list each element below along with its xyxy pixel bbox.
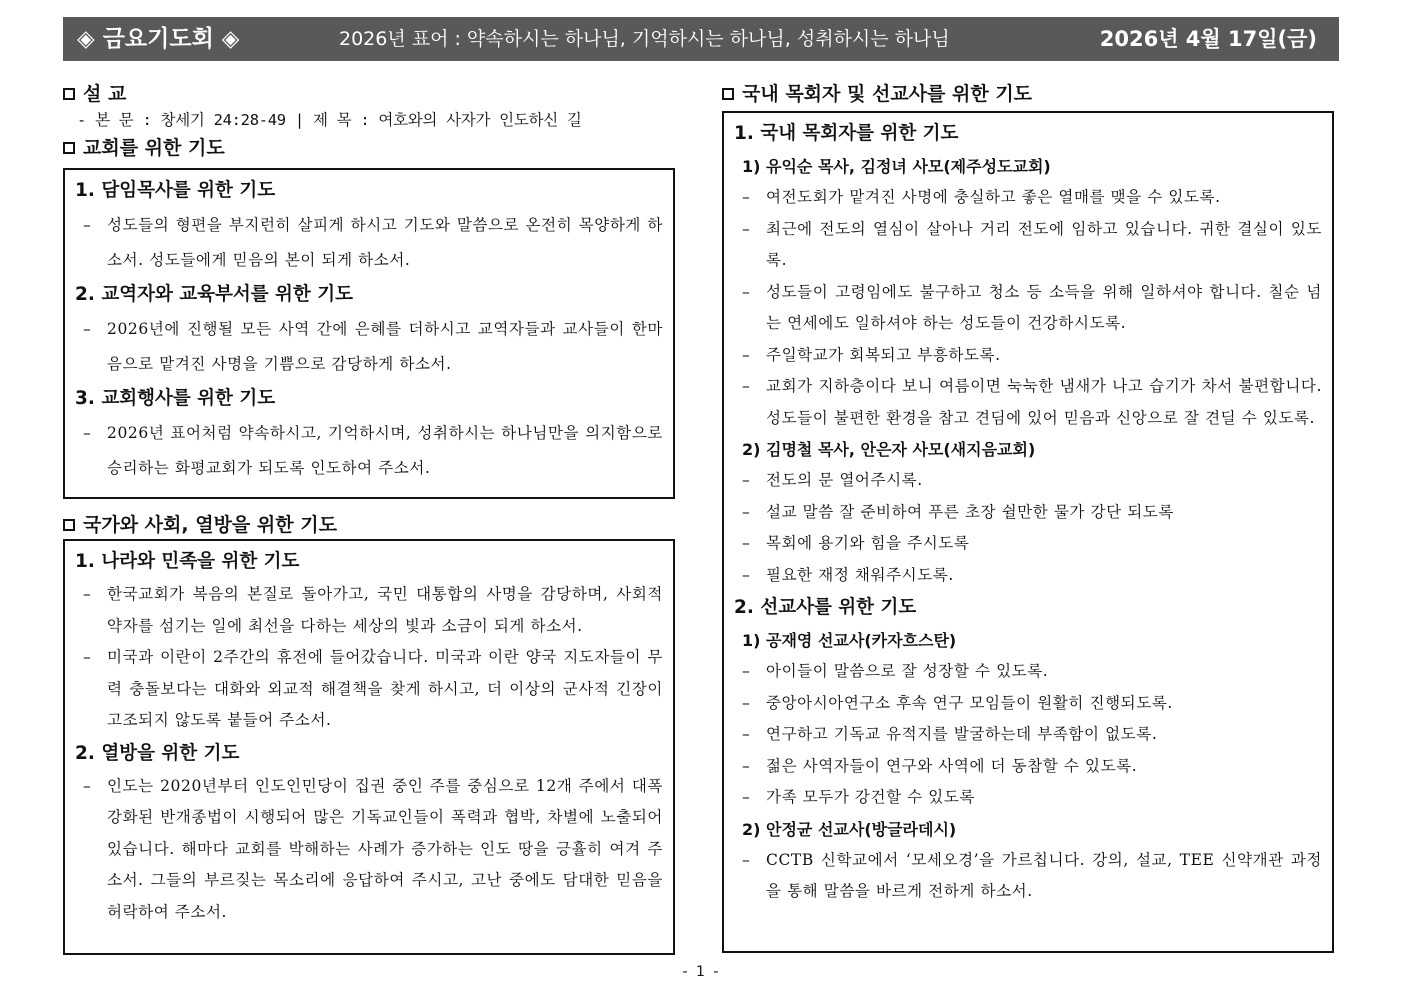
prayer-bullet-text: 가족 모두가 강건할 수 있도록 (766, 788, 975, 806)
missions-heading-label: 국내 목회자 및 선교사를 위한 기도 (742, 83, 1033, 105)
prayer-bullet-text: 젊은 사역자들이 연구와 사역에 더 동참할 수 있도록. (766, 756, 1138, 775)
prayer-bullet: – 인도는 2020년부터 인도인민당이 집권 중인 주를 중심으로 12개 주에서 대폭 강화된 반개종법이 시행되어 많은 기독교인들이 폭력과 협박, 차별에 노출되어 있습니다. 해마다 교회를 박해하는 사례가 증가하는 인도 땅을 긍휼히 여겨 주소서. 그들의 부르짖는 목소리에 응답하여 주시고, 고난 중에도 담대한 믿음을 허락하여 주소서. (83, 776, 663, 921)
prayer-bullet-text: 교회가 지하층이다 보니 여름이면 눅눅한 냄새가 나고 습기가 차서 불편합니다. 성도들이 불편한 환경을 참고 견딤에 있어 믿음과 신앙으로 잘 견딜 수 있도록. (766, 377, 1322, 427)
nation-heading (63, 511, 675, 539)
prayer-bullet-text: 필요한 재정 채워주시도록. (766, 565, 954, 584)
prayer-bullet: – 2026년에 진행될 모든 사역 간에 은혜를 더하시고 교역자들과 교사들이 한마음으로 맡겨진 사명을 기쁨으로 감당하게 하소서. (83, 320, 663, 373)
missionary-name: 1) 공재영 선교사(카자흐스탄) (742, 631, 957, 650)
square-bullet-icon (63, 519, 75, 531)
prayer-bullet: – 연구하고 기독교 유적지를 발굴하는데 부족함이 없도록. (742, 725, 1158, 743)
left-column (63, 80, 675, 955)
square-bullet-icon (63, 88, 75, 100)
prayer-bullet: – 주일학교가 회복되고 부흥하도록. (742, 345, 1001, 364)
pastor-name: 2) 김명철 목사, 안은자 사모(새지음교회) (742, 440, 1036, 459)
nation-prayer-box (63, 539, 675, 955)
missions-heading (722, 80, 1334, 108)
prayer-bullet: – 중앙아시아연구소 후속 연구 모임들이 원활히 진행되도록. (742, 693, 1173, 712)
prayer-bullet-text: 주일학교가 회복되고 부흥하도록. (766, 345, 1001, 364)
prayer-bullet-text: 성도들이 고령임에도 불구하고 청소 등 소득을 위해 일하셔야 합니다. 칠순 넘는 연세에도 일하셔야 하는 성도들이 건강하시도록. (766, 282, 1322, 332)
prayer-bullet-text: 전도의 문 열어주시록. (766, 471, 923, 489)
prayer-item-title: 1. 담임목사를 위한 기도 (75, 180, 276, 201)
prayer-item-title: 2. 교역자와 교육부서를 위한 기도 (75, 284, 353, 305)
prayer-bullet: – 가족 모두가 강건할 수 있도록 (742, 788, 975, 806)
year-motto: 2026년 표어 : 약속하시는 하나님, 기억하시는 하나님, 성취하시는 하나님 (339, 28, 950, 50)
prayer-group-title: 1. 국내 목회자를 위한 기도 (734, 123, 959, 144)
pastor-name: 1) 유익순 목사, 김정녀 사모(제주성도교회) (742, 157, 1051, 176)
right-column (722, 80, 1334, 953)
prayer-bullet-text: 2026년에 진행될 모든 사역 간에 은혜를 더하시고 교역자들과 교사들이 한마음으로 맡겨진 사명을 기쁨으로 감당하게 하소서. (107, 320, 663, 373)
sermon-heading-label: 설 교 (83, 83, 127, 105)
header-bar (63, 17, 1339, 61)
square-bullet-icon (63, 142, 75, 154)
prayer-bullet: – 젊은 사역자들이 연구와 사역에 더 동참할 수 있도록. (742, 756, 1138, 775)
church-heading-label: 교회를 위한 기도 (83, 137, 225, 159)
prayer-bullet-text: 설교 말씀 잘 준비하여 푸른 초장 쉴만한 물가 강단 되도록 (766, 502, 1174, 521)
prayer-bullet-text: 성도들의 형편을 부지런히 살피게 하시고 기도와 말씀으로 온전히 목양하게 하소서. 성도들에게 믿음의 본이 되게 하소서. (107, 216, 663, 269)
prayer-bullet-text: 연구하고 기독교 유적지를 발굴하는데 부족함이 없도록. (766, 725, 1158, 743)
prayer-bullet-text: CCTB 신학교에서 ‘모세오경’을 가르칩니다. 강의, 설교, TEE 신약개관 과정을 통해 말씀을 바르게 전하게 하소서. (766, 850, 1322, 900)
prayer-bullet-text: 여전도회가 맡겨진 사명에 충실하고 좋은 열매를 맺을 수 있도록. (766, 188, 1221, 206)
prayer-bullet-text: 한국교회가 복음의 본질로 돌아가고, 국민 대통합의 사명을 감당하며, 사회적 약자를 섬기는 일에 최선을 다하는 세상의 빛과 소금이 되게 하소서. (107, 585, 663, 635)
prayer-bullet: – 여전도회가 맡겨진 사명에 충실하고 좋은 열매를 맺을 수 있도록. (742, 188, 1221, 206)
prayer-bullet: – 최근에 전도의 열심이 살아나 거리 전도에 임하고 있습니다. 귀한 결실이 있도록. (742, 219, 1322, 269)
prayer-bullet: – 2026년 표어처럼 약속하시고, 기억하시며, 성취하시는 하나님만을 의지함으로 승리하는 화평교회가 되도록 인도하여 주소서. (83, 424, 663, 477)
meeting-title: ◈ 금요기도회 ◈ (77, 26, 240, 52)
prayer-bullet: – 아이들이 말씀으로 잘 성장할 수 있도록. (742, 662, 1049, 680)
prayer-bullet: – 설교 말씀 잘 준비하여 푸른 초장 쉴만한 물가 강단 되도록 (742, 502, 1174, 521)
prayer-bullet-text: 아이들이 말씀으로 잘 성장할 수 있도록. (766, 662, 1049, 680)
meeting-date: 2026년 4월 17일(금) (1099, 27, 1317, 51)
prayer-bullet: – 성도들의 형편을 부지런히 살피게 하시고 기도와 말씀으로 온전히 목양하게 하소서. 성도들에게 믿음의 본이 되게 하소서. (83, 216, 663, 269)
prayer-item-title: 3. 교회행사를 위한 기도 (75, 388, 276, 409)
sermon-heading (63, 80, 675, 108)
prayer-bullet: – CCTB 신학교에서 ‘모세오경’을 가르칩니다. 강의, 설교, TEE 신약개관 과정을 통해 말씀을 바르게 전하게 하소서. (742, 850, 1322, 900)
prayer-bullet-text: 미국과 이란이 2주간의 휴전에 들어갔습니다. 미국과 이란 양국 지도자들이 무력 충돌보다는 대화와 외교적 해결책을 찾게 하시고, 더 이상의 군사적 긴장이 고조되지 않도록 붙들어 주소서. (107, 648, 663, 729)
prayer-bullet: – 목회에 용기와 힘을 주시도록 (742, 534, 970, 552)
prayer-bullet: – 성도들이 고령임에도 불구하고 청소 등 소득을 위해 일하셔야 합니다. 칠순 넘는 연세에도 일하셔야 하는 성도들이 건강하시도록. (742, 282, 1322, 332)
page-number: - 1 - (682, 964, 721, 980)
prayer-bullet-text: 최근에 전도의 열심이 살아나 거리 전도에 임하고 있습니다. 귀한 결실이 있도록. (766, 219, 1322, 269)
prayer-item-title: 2. 열방을 위한 기도 (75, 742, 240, 764)
church-prayer-box (63, 168, 675, 499)
prayer-item-title: 1. 나라와 민족을 위한 기도 (75, 551, 300, 572)
prayer-bullet: – 미국과 이란이 2주간의 휴전에 들어갔습니다. 미국과 이란 양국 지도자들이 무력 충돌보다는 대화와 외교적 해결책을 찾게 하시고, 더 이상의 군사적 긴장이 고조되지 않도록 붙들어 주소서. (83, 648, 663, 729)
prayer-bullet: – 필요한 재정 채워주시도록. (742, 565, 954, 584)
sermon-info: - 본 문 : 창세기 24:28-49 | 제 목 : 여호와의 사자가 인도하신 길 (77, 111, 582, 129)
prayer-bullet: – 교회가 지하층이다 보니 여름이면 눅눅한 냄새가 나고 습기가 차서 불편합니다. 성도들이 불편한 환경을 참고 견딤에 있어 믿음과 신앙으로 잘 견딜 수 있도록. (742, 377, 1322, 427)
prayer-bullet-text: 목회에 용기와 힘을 주시도록 (766, 534, 970, 552)
prayer-bullet-text: 중앙아시아연구소 후속 연구 모임들이 원활히 진행되도록. (766, 693, 1173, 712)
square-bullet-icon (722, 88, 734, 100)
missions-prayer-box (722, 111, 1334, 953)
church-heading (63, 134, 675, 162)
prayer-bullet: – 한국교회가 복음의 본질로 돌아가고, 국민 대통합의 사명을 감당하며, 사회적 약자를 섬기는 일에 최선을 다하는 세상의 빛과 소금이 되게 하소서. (83, 585, 663, 635)
prayer-bullet: – 전도의 문 열어주시록. (742, 471, 923, 489)
prayer-bullet-text: 2026년 표어처럼 약속하시고, 기억하시며, 성취하시는 하나님만을 의지함으로 승리하는 화평교회가 되도록 인도하여 주소서. (107, 424, 663, 477)
prayer-bullet-text: 인도는 2020년부터 인도인민당이 집권 중인 주를 중심으로 12개 주에서 대폭 강화된 반개종법이 시행되어 많은 기독교인들이 폭력과 협박, 차별에 노출되어 있습니다. 해마다 교회를 박해하는 사례가 증가하는 인도 땅을 긍휼히 여겨 주소서. 그들의 부르짖는 목소리에 응답하여 주시고, 고난 중에도 담대한 믿음을 허락하여 주소서. (107, 776, 663, 921)
missionary-name: 2) 안정균 선교사(방글라데시) (742, 819, 957, 839)
prayer-group-title: 2. 선교사를 위한 기도 (734, 597, 917, 618)
nation-heading-label: 국가와 사회, 열방을 위한 기도 (83, 514, 337, 536)
